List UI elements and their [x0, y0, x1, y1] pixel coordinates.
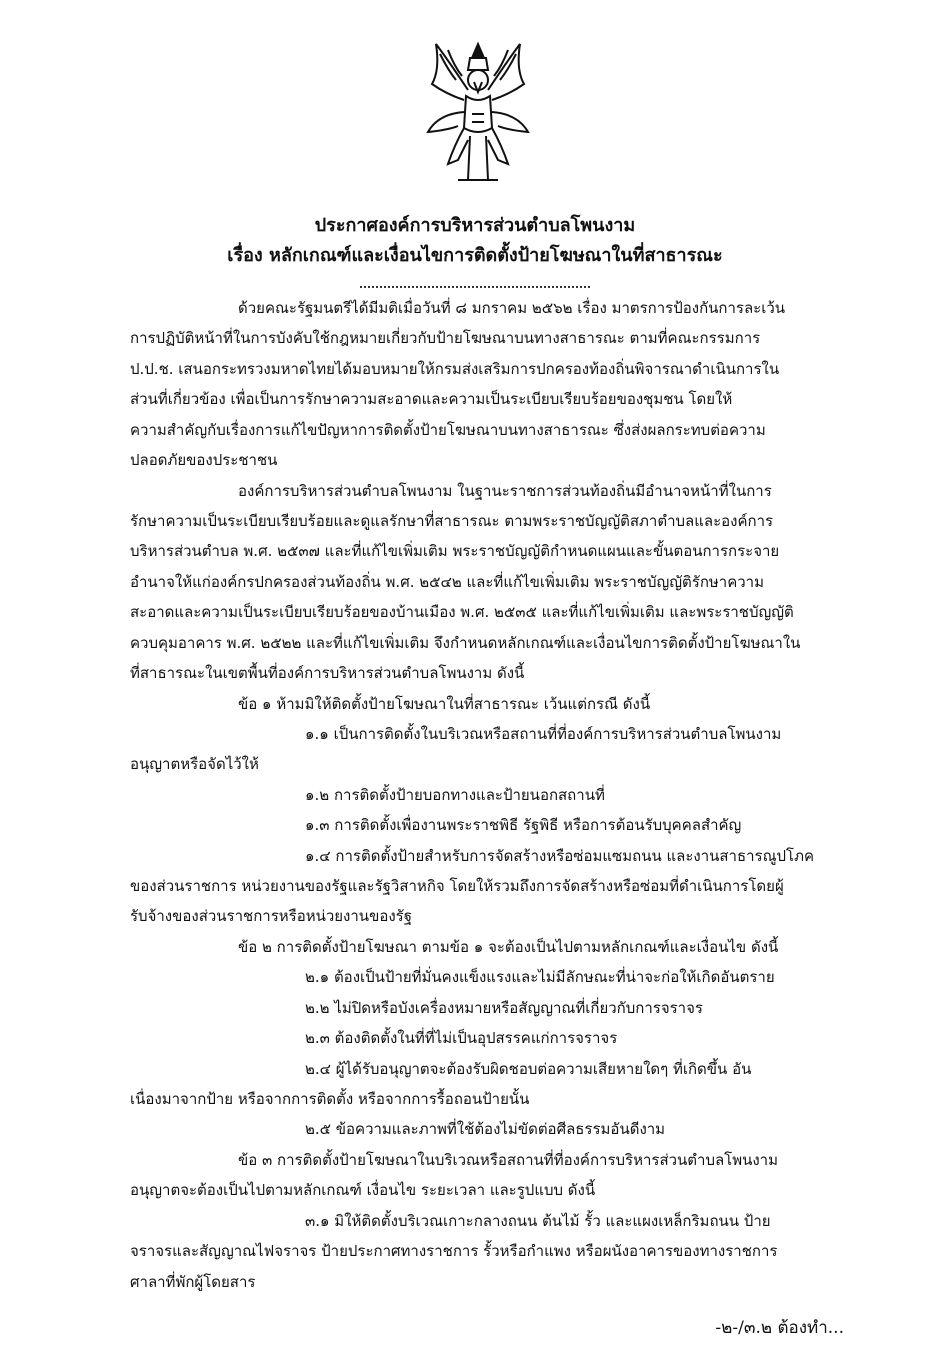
- body-line: องค์การบริหารส่วนตำบลโพนงาม ในฐานะราชการส่วนท้องถิ่นมีอำนาจหน้าที่ในการ: [238, 481, 772, 500]
- body-line: จราจรและสัญญาณไฟจราจร ป้ายประกาศทางราชการ รั้วหรือกำแพง หรือผนังอาคารของทางราชการ: [130, 1242, 778, 1261]
- body-line: การปฏิบัติหน้าที่ในการบังคับใช้กฎหมายเกี่ยวกับป้ายโฆษณาบนทางสาธารณะ ตามที่คณะกรรมการ: [130, 329, 761, 348]
- body-line: เนื่องมาจากป้าย หรือจากการติดตั้ง หรือจากการรื้อถอนป้ายนั้น: [130, 1090, 530, 1109]
- clause-1: ข้อ ๑ ห้ามมิให้ติดตั้งป้ายโฆษณาในที่สาธารณะ เว้นแต่กรณี ดังนี้: [238, 694, 651, 713]
- body-line: รับจ้างของส่วนราชการหรือหน่วยงานของรัฐ: [130, 907, 412, 926]
- clause-1-4: ๑.๔ การติดตั้งป้ายสำหรับการจัดสร้างหรือซ่อมแซมถนน และงานสาธารณูปโภค: [305, 846, 815, 865]
- garuda-emblem-icon: [418, 40, 538, 190]
- clause-1-1: ๑.๑ เป็นการติดตั้งในบริเวณหรือสถานที่ที่องค์การบริหารส่วนตำบลโพนงาม: [305, 724, 782, 743]
- body-line: ด้วยคณะรัฐมนตรีได้มีมติเมื่อวันที่ ๘ มกราคม ๒๕๖๒ เรื่อง มาตรการป้องกันการละเว้น: [238, 299, 786, 317]
- body-line: อนุญาตจะต้องเป็นไปตามหลักเกณฑ์ เงื่อนไข ระยะเวลา และรูปแบบ ดังนี้: [130, 1181, 596, 1200]
- body-line: อนุญาตหรือจัดไว้ให้: [130, 755, 259, 774]
- title-separator: [360, 286, 590, 288]
- clause-3-1: ๓.๑ มิให้ติดตั้งบริเวณเกาะกลางถนน ต้นไม้ รั้ว และแผงเหล็กริมถนน ป้าย: [305, 1211, 771, 1230]
- body-line: ส่วนที่เกี่ยวข้อง เพื่อเป็นการรักษาความสะอาดและความเป็นระเบียบเรียบร้อยของชุมชน โดยให้: [130, 390, 733, 409]
- body-line: ปลอดภัยของประชาชน: [130, 451, 278, 470]
- clause-1-3: ๑.๓ การติดตั้งเพื่องานพระราชพิธี รัฐพิธี หรือการต้อนรับบุคคลสำคัญ: [305, 816, 742, 835]
- clause-3: ข้อ ๓ การติดตั้งป้ายโฆษณาในบริเวณหรือสถานที่ที่องค์การบริหารส่วนตำบลโพนงาม: [238, 1150, 778, 1169]
- body-line: ที่สาธารณะในเขตพื้นที่องค์การบริหารส่วนตำบลโพนงาม ดังนี้: [130, 664, 525, 683]
- body-line: อำนาจให้แก่องค์กรปกครองส่วนท้องถิ่น พ.ศ. ๒๕๔๒ และที่แก้ไขเพิ่มเติม พระราชบัญญัติรักษาความ: [130, 572, 764, 591]
- body-line: ควบคุมอาคาร พ.ศ. ๒๕๒๒ และที่แก้ไขเพิ่มเติม จึงกำหนดหลักเกณฑ์และเงื่อนไขการติดตั้งป้ายโฆษณาใน: [130, 633, 801, 652]
- clause-2-4: ๒.๔ ผู้ได้รับอนุญาตจะต้องรับผิดชอบต่อความเสียหายใดๆ ที่เกิดขึ้น อัน: [305, 1059, 752, 1078]
- body-line: ของส่วนราชการ หน่วยงานของรัฐและรัฐวิสาหกิจ โดยให้รวมถึงการจัดสร้างหรือซ่อมที่ดำเนินการโดยผู้: [130, 877, 784, 896]
- body-line: ศาลาที่พักผู้โดยสาร: [130, 1272, 256, 1291]
- page-continuation: -๒-/๓.๒ ต้องทำ...: [715, 1318, 844, 1338]
- body-line: สะอาดและความเป็นระเบียบเรียบร้อยของบ้านเมือง พ.ศ. ๒๕๓๕ และที่แก้ไขเพิ่มเติม และพระราชบัญญัติ: [130, 603, 794, 622]
- clause-2-3: ๒.๓ ต้องติดตั้งในที่ที่ไม่เป็นอุปสรรคแก่การจราจร: [305, 1029, 618, 1048]
- clause-2-2: ๒.๒ ไม่ปิดหรือบังเครื่องหมายหรือสัญญาณที่เกี่ยวกับการจราจร: [305, 998, 703, 1017]
- clause-2: ข้อ ๒ การติดตั้งป้ายโฆษณา ตามข้อ ๑ จะต้องเป็นไปตามหลักเกณฑ์และเงื่อนไข ดังนี้: [238, 937, 779, 956]
- announcement-subject: เรื่อง หลักเกณฑ์และเงื่อนไขการติดตั้งป้ายโฆษณาในที่สาธารณะ: [227, 245, 723, 266]
- clause-1-2: ๑.๒ การติดตั้งป้ายบอกทางและป้ายนอกสถานที่: [305, 785, 605, 804]
- clause-2-5: ๒.๕ ข้อความและภาพที่ใช้ต้องไม่ขัดต่อศีลธรรมอันดีงาม: [305, 1120, 666, 1139]
- announcement-title: ประกาศองค์การบริหารส่วนตำบลโพนงาม: [314, 215, 636, 236]
- body-line: ความสำคัญกับเรื่องการแก้ไขปัญหาการติดตั้งป้ายโฆษณาบนทางสาธารณะ ซึ่งส่งผลกระทบต่อความ: [130, 420, 766, 439]
- body-line: บริหารส่วนตำบล พ.ศ. ๒๕๓๗ และที่แก้ไขเพิ่มเติม พระราชบัญญัติกำหนดแผนและขั้นตอนการกระจาย: [130, 542, 780, 561]
- clause-2-1: ๒.๑ ต้องเป็นป้ายที่มั่นคงแข็งแรงและไม่มีลักษณะที่น่าจะก่อให้เกิดอันตราย: [305, 968, 775, 987]
- body-line: ป.ป.ช. เสนอกระทรวงมหาดไทยได้มอบหมายให้กรมส่งเสริมการปกครองท้องถิ่นพิจารณาดำเนินการใน: [130, 359, 780, 378]
- body-line: รักษาความเป็นระเบียบเรียบร้อยและดูแลรักษาที่สาธารณะ ตามพระราชบัญญัติสภาตำบลและองค์การ: [130, 511, 774, 530]
